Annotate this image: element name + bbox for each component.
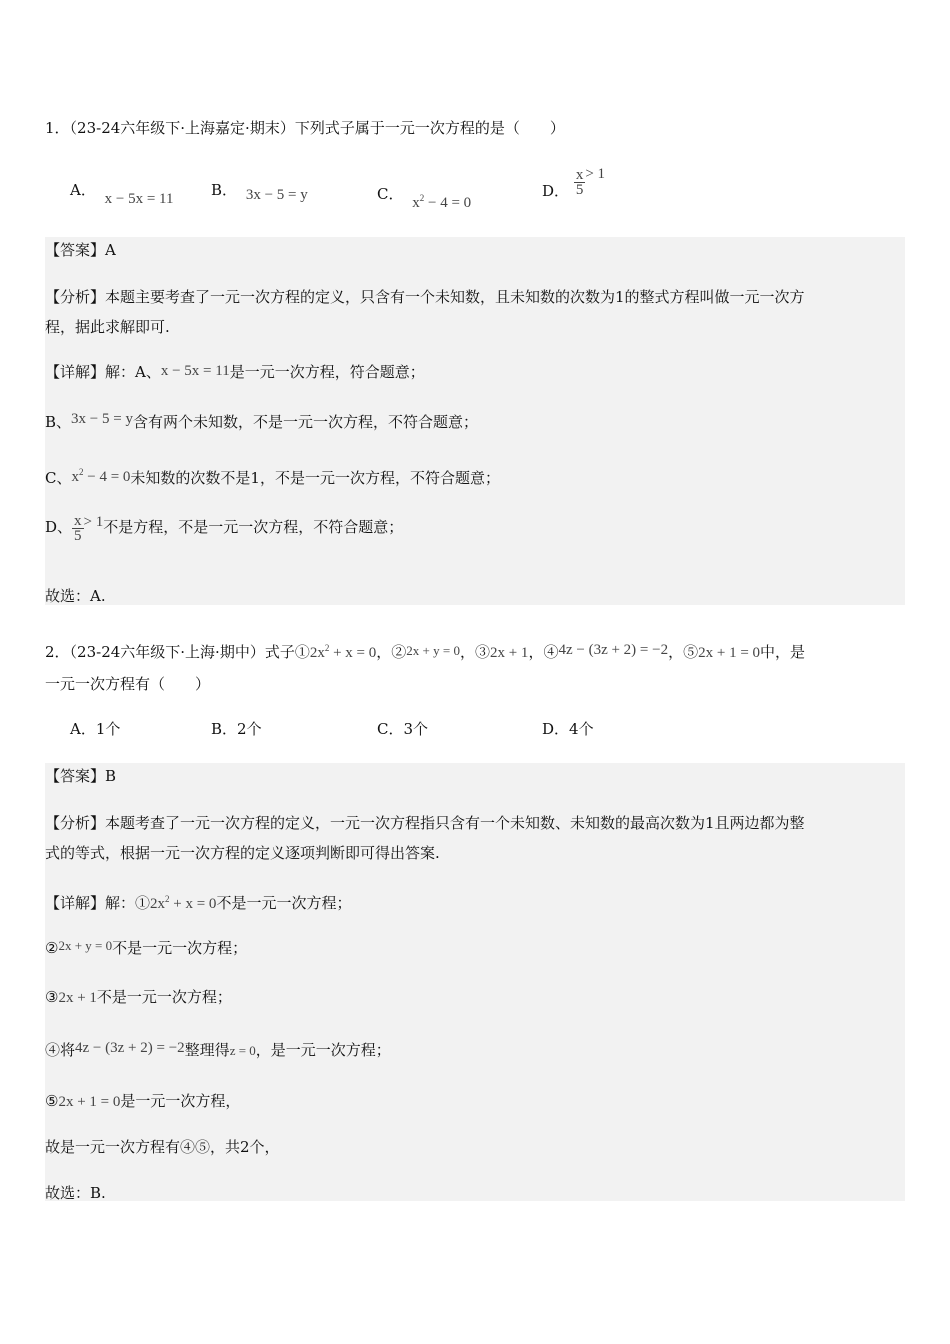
q1-conclusion: 故选：A.	[45, 587, 106, 605]
q2-detail-4: ④将4z − (3z + 2) = −2整理得z = 0，是一元一次方程；	[45, 1040, 391, 1059]
q1-stem	[45, 118, 565, 138]
q1-detail-b: B、3x − 5 = y含有两个未知数，不是一元一次方程，不符合题意；	[45, 411, 478, 431]
q1-option-b: B． 3x − 5 = y	[211, 181, 308, 203]
q2-option-c: C．3个	[377, 720, 429, 738]
q2-option-d: D．4个	[542, 720, 594, 738]
q2-source: （23-24六年级下·上海·期中）	[69, 643, 265, 661]
q1-analysis-cont: 程，据此求解即可.	[45, 318, 170, 336]
q2-answer: 【答案】B	[45, 767, 117, 785]
q1-detail-a: 【详解】解：A、x − 5x = 11是一元一次方程，符合题意；	[45, 363, 425, 381]
q2-number: 2．	[45, 643, 70, 661]
q1-option-c: C． $x^2 - 4 = 0$	[377, 185, 472, 211]
q2-conclusion: 故选：B.	[45, 1184, 106, 1202]
q2-option-b: B．2个	[211, 720, 262, 738]
q2-option-a: A．1个	[70, 720, 121, 738]
q2-summary: 故是一元一次方程有④⑤，共2个，	[45, 1138, 280, 1156]
q2-stem: 2．（23-24六年级下·上海·期中）式子$①2x^2 + x = 0$，②2x + y = 0，③2x + 1，④4z − (3z + 2) = −2，⑤2x + 1 = 0中，是	[45, 642, 806, 661]
q1-option-b-expr: 3x − 5 = y	[245, 187, 308, 203]
q1-option-d-expr: $\frac{x}{5}$ > 1	[575, 165, 606, 198]
q2-detail-5: ⑤2x + 1 = 0是一元一次方程，	[45, 1092, 241, 1110]
q1-source: （23-24六年级下·上海嘉定·期末）	[69, 119, 295, 137]
q2-stem-line2: 一元一次方程有（ ）	[45, 675, 211, 693]
q1-option-a: A． x − 5x = 11	[70, 181, 174, 207]
q1-option-d: D． $\frac{x}{5}$ > 1	[542, 165, 606, 200]
q1-option-a-expr: x − 5x = 11	[104, 191, 174, 207]
q2-analysis: 【分析】本题考查了一元一次方程的定义，一元一次方程指只含有一个未知数、未知数的最高次数为1且两边都为整	[45, 814, 805, 832]
q1-analysis: 【分析】本题主要考查了一元一次方程的定义，只含有一个未知数，且未知数的次数为1的整式方程叫做一元一次方	[45, 288, 805, 306]
q1-answer: 【答案】A	[45, 241, 116, 259]
q1-detail-d: D、 $\frac{x}{5}$ > 1不是方程，不是一元一次方程，不符合题意；	[45, 513, 404, 544]
q2-detail-2: ②2x + y = 0不是一元一次方程；	[45, 938, 248, 957]
q1-option-c-expr: $x^2 - 4 = 0$	[412, 193, 472, 211]
q1-number: 1．	[45, 119, 70, 137]
q1-detail-c: C、$x^2 - 4 = 0$未知数的次数不是1，不是一元一次方程，不符合题意；	[45, 467, 500, 487]
q2-analysis-cont: 式的等式，根据一元一次方程的定义逐项判断即可得出答案.	[45, 844, 440, 862]
q2-detail-3: ③2x + 1不是一元一次方程；	[45, 988, 232, 1006]
q2-detail-1: 【详解】解：$①2x^2 + x = 0$不是一元一次方程；	[45, 894, 352, 912]
q1-question: 下列式子属于一元一次方程的是（ ）	[294, 119, 565, 137]
